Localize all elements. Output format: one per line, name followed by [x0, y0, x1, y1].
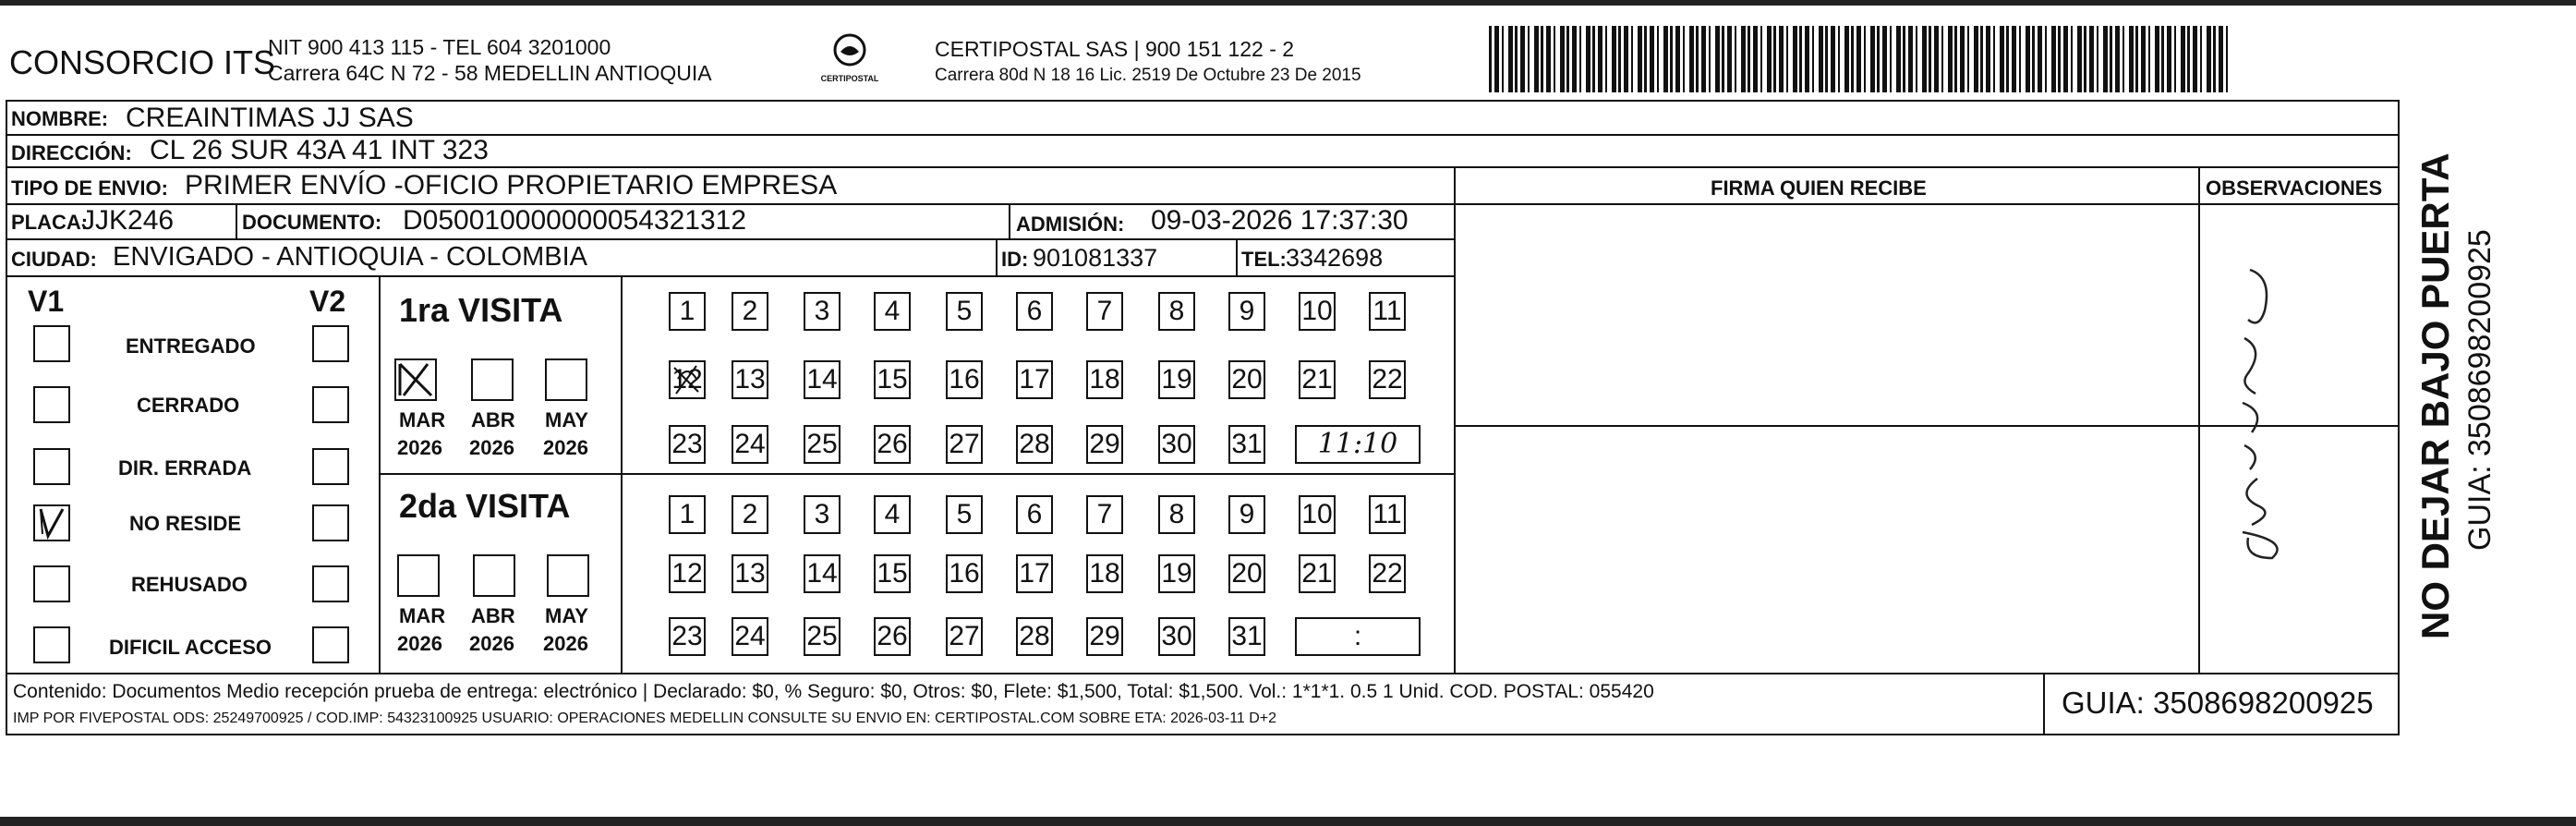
visit1-month-abr: ABR — [471, 408, 515, 431]
status-dificil-acceso: DIFICIL ACCESO — [109, 636, 272, 659]
visit2-day[interactable]: 23 — [669, 617, 706, 656]
visit2-year-mar: 2026 — [397, 632, 442, 655]
v1-label: V1 — [28, 285, 65, 318]
visit1-time[interactable]: 11:10 — [1295, 425, 1421, 464]
v1-checkbox-rehusado[interactable] — [33, 565, 70, 602]
v2-checkbox-rehusado[interactable] — [312, 565, 349, 602]
handwritten-signature-icon — [2207, 264, 2309, 560]
visit1-day[interactable]: 27 — [946, 425, 983, 464]
footer-imp-line: IMP POR FIVEPOSTAL ODS: 25249700925 / COD.IMP: 54323100925 USUARIO: OPERACIONES MEDELLIN CONSULTE SU ENVIO EN: CERTIPOSTAL.COM SOBRE ETA: 2026-03-11 D+2 — [13, 711, 1277, 726]
visit1-day[interactable]: 21 — [1299, 360, 1336, 399]
direccion-label: DIRECCIÓN: — [11, 141, 132, 164]
visit1-day[interactable]: 4 — [874, 292, 911, 331]
visit2-day[interactable]: 16 — [946, 554, 983, 593]
visit2-day[interactable]: 9 — [1228, 495, 1265, 534]
visit1-day-marked[interactable]: 12 — [669, 360, 706, 399]
visit2-year-may: 2026 — [543, 632, 588, 655]
visit2-day[interactable]: 7 — [1086, 495, 1123, 534]
visit2-day[interactable]: 11 — [1369, 495, 1406, 534]
visit2-day[interactable]: 18 — [1086, 554, 1123, 593]
visit2-title: 2da VISITA — [399, 487, 571, 525]
v2-checkbox-cerrado[interactable] — [312, 386, 349, 423]
courier-address-line: Carrera 80d N 18 16 Lic. 2519 De Octubre 23 De 2015 — [935, 66, 1361, 85]
nombre-label: NOMBRE: — [11, 107, 109, 130]
visit2-year-abr: 2026 — [469, 632, 514, 655]
tipo-envio-value: PRIMER ENVÍO -OFICIO PROPIETARIO EMPRESA — [185, 170, 838, 200]
visit1-day[interactable]: 8 — [1158, 292, 1195, 331]
checkmark-icon — [396, 360, 435, 399]
admision-value: 09-03-2026 17:37:30 — [1151, 205, 1409, 236]
visit1-day[interactable]: 26 — [874, 425, 911, 464]
visit2-time[interactable]: : — [1295, 617, 1421, 656]
status-rehusado: REHUSADO — [131, 573, 248, 596]
visit2-day[interactable]: 27 — [946, 617, 983, 656]
documento-label: DOCUMENTO: — [242, 211, 382, 234]
admision-label: ADMISIÓN: — [1016, 213, 1125, 236]
status-dir-errada: DIR. ERRADA — [118, 456, 252, 480]
visit1-day[interactable]: 16 — [946, 360, 983, 399]
firma-label: FIRMA QUIEN RECIBE — [1711, 176, 1927, 200]
certipostal-logo-icon — [813, 31, 887, 85]
v2-checkbox-dificil-acceso[interactable] — [312, 626, 349, 663]
top-edge-band — [0, 0, 2576, 6]
visit2-day[interactable]: 26 — [874, 617, 911, 656]
placa-value: JJK246 — [81, 205, 175, 236]
visit1-day[interactable]: 17 — [1016, 360, 1053, 399]
visit2-month-mar-checkbox[interactable] — [397, 554, 440, 597]
visit1-day[interactable]: 10 — [1299, 292, 1336, 331]
visit1-day[interactable]: 9 — [1228, 292, 1265, 331]
visit1-title: 1ra VISITA — [399, 291, 563, 329]
visit1-month-may: MAY — [545, 408, 588, 431]
visit1-day[interactable]: 23 — [669, 425, 706, 464]
visit1-day[interactable]: 24 — [732, 425, 768, 464]
visit1-day[interactable]: 19 — [1158, 360, 1195, 399]
v2-checkbox-entregado[interactable] — [312, 325, 349, 362]
visit1-month-abr-checkbox[interactable] — [471, 358, 514, 401]
visit2-day[interactable]: 21 — [1299, 554, 1336, 593]
visit1-year-mar: 2026 — [397, 436, 442, 459]
visit2-month-mar: MAR — [399, 604, 446, 627]
svg-text:CERTIPOSTAL: CERTIPOSTAL — [820, 74, 879, 83]
visit2-day[interactable]: 20 — [1228, 554, 1265, 593]
observaciones-label: OBSERVACIONES — [2206, 176, 2383, 200]
company-address-line: Carrera 64C N 72 - 58 MEDELLIN ANTIOQUIA — [268, 61, 712, 85]
v2-label: V2 — [309, 285, 346, 318]
bottom-edge-band — [0, 817, 2576, 826]
nombre-value: CREAINTIMAS JJ SAS — [126, 103, 414, 133]
visit2-day[interactable]: 8 — [1158, 495, 1195, 534]
visit2-day[interactable]: 24 — [732, 617, 768, 656]
checkmark-icon — [35, 506, 68, 540]
visit2-day[interactable]: 17 — [1016, 554, 1053, 593]
barcode — [1489, 26, 2228, 92]
visit2-day[interactable]: 3 — [804, 495, 841, 534]
visit1-day[interactable]: 2 — [732, 292, 768, 331]
visit1-day[interactable]: 5 — [946, 292, 983, 331]
visit1-month-mar: MAR — [399, 408, 446, 431]
visit1-day[interactable]: 18 — [1086, 360, 1123, 399]
visit2-day[interactable]: 13 — [732, 554, 768, 593]
visit2-day[interactable]: 15 — [874, 554, 911, 593]
visit2-day[interactable]: 12 — [669, 554, 706, 593]
visit2-day[interactable]: 19 — [1158, 554, 1195, 593]
visit2-day[interactable]: 1 — [669, 495, 706, 534]
footer-contents-line: Contenido: Documentos Medio recepción prueba de entrega: electrónico | Declarado: $0, % Seguro: $0, Otros: $0, Flete: $1,500, Total: $1,500. Vol.: 1*1*1. 0.5 1 Unid. COD. POSTAL: 055420 — [13, 681, 1654, 702]
tel-value: 3342698 — [1286, 244, 1384, 272]
visit1-day[interactable]: 14 — [804, 360, 841, 399]
visit1-day[interactable]: 15 — [874, 360, 911, 399]
visit1-day[interactable]: 31 — [1228, 425, 1265, 464]
visit1-day[interactable]: 11 — [1369, 292, 1406, 331]
status-cerrado: CERRADO — [137, 394, 240, 417]
status-no-reside: NO RESIDE — [129, 512, 242, 535]
direccion-value: CL 26 SUR 43A 41 INT 323 — [150, 135, 489, 165]
v1-checkbox-cerrado[interactable] — [33, 386, 70, 423]
company-nit-line: NIT 900 413 115 - TEL 604 3201000 — [268, 35, 611, 59]
visit1-day[interactable]: 29 — [1086, 425, 1123, 464]
visit1-day[interactable]: 20 — [1228, 360, 1265, 399]
visit2-month-may-checkbox[interactable] — [547, 554, 589, 597]
side-guia-text: GUIA: 3508698200925 — [2462, 229, 2497, 551]
visit1-year-may: 2026 — [543, 436, 588, 459]
placa-label: PLACA: — [11, 211, 89, 234]
visit2-day[interactable]: 14 — [804, 554, 841, 593]
v1-checkbox-entregado[interactable] — [33, 325, 70, 362]
tipo-envio-label: TIPO DE ENVIO: — [11, 176, 168, 200]
visit1-month-may-checkbox[interactable] — [545, 358, 587, 401]
visit1-day[interactable]: 1 — [669, 292, 706, 331]
visit1-month-mar-checkbox[interactable] — [394, 358, 437, 401]
tel-label: TEL: — [1241, 248, 1287, 271]
visit2-day[interactable]: 2 — [732, 495, 768, 534]
id-label: ID: — [1001, 248, 1029, 271]
visit1-day[interactable]: 25 — [804, 425, 841, 464]
visit1-day[interactable]: 28 — [1016, 425, 1053, 464]
visit2-month-abr: ABR — [471, 604, 515, 627]
visit2-day[interactable]: 5 — [946, 495, 983, 534]
company-name: CONSORCIO ITS — [9, 43, 276, 81]
v1-checkbox-dir-errada[interactable] — [33, 448, 70, 485]
courier-nit-line: CERTIPOSTAL SAS | 900 151 122 - 2 — [935, 37, 1295, 61]
visit1-day[interactable]: 3 — [804, 292, 841, 331]
visit2-day[interactable]: 6 — [1016, 495, 1053, 534]
visit2-month-may: MAY — [545, 604, 588, 627]
id-value: 901081337 — [1033, 244, 1158, 272]
v1-checkbox-dificil-acceso[interactable] — [33, 626, 70, 663]
v1-checkbox-no-reside[interactable] — [33, 504, 70, 541]
documento-value: D050010000000054321312 — [403, 205, 747, 236]
visit2-day[interactable]: 29 — [1086, 617, 1123, 656]
visit2-day[interactable]: 25 — [804, 617, 841, 656]
v2-checkbox-dir-errada[interactable] — [312, 448, 349, 485]
visit2-month-abr-checkbox[interactable] — [473, 554, 515, 597]
visit2-day[interactable]: 22 — [1369, 554, 1406, 593]
visit2-day[interactable]: 4 — [874, 495, 911, 534]
scribble-mark-icon — [671, 362, 704, 397]
visit1-day[interactable]: 7 — [1086, 292, 1123, 331]
ciudad-label: CIUDAD: — [11, 248, 97, 271]
visit1-day[interactable]: 6 — [1016, 292, 1053, 331]
v2-checkbox-no-reside[interactable] — [312, 504, 349, 541]
visit2-day[interactable]: 10 — [1299, 495, 1336, 534]
visit2-day[interactable]: 30 — [1158, 617, 1195, 656]
visit1-day[interactable]: 22 — [1369, 360, 1406, 399]
visit2-day[interactable]: 31 — [1228, 617, 1265, 656]
visit2-day[interactable]: 28 — [1016, 617, 1053, 656]
visit1-day[interactable]: 30 — [1158, 425, 1195, 464]
footer-guia: GUIA: 3508698200925 — [2062, 686, 2374, 720]
side-no-dejar-text: NO DEJAR BAJO PUERTA — [2413, 152, 2457, 639]
visit1-day[interactable]: 13 — [732, 360, 768, 399]
visit1-year-abr: 2026 — [469, 436, 514, 459]
status-entregado: ENTREGADO — [126, 334, 256, 358]
ciudad-value: ENVIGADO - ANTIOQUIA - COLOMBIA — [113, 242, 588, 272]
